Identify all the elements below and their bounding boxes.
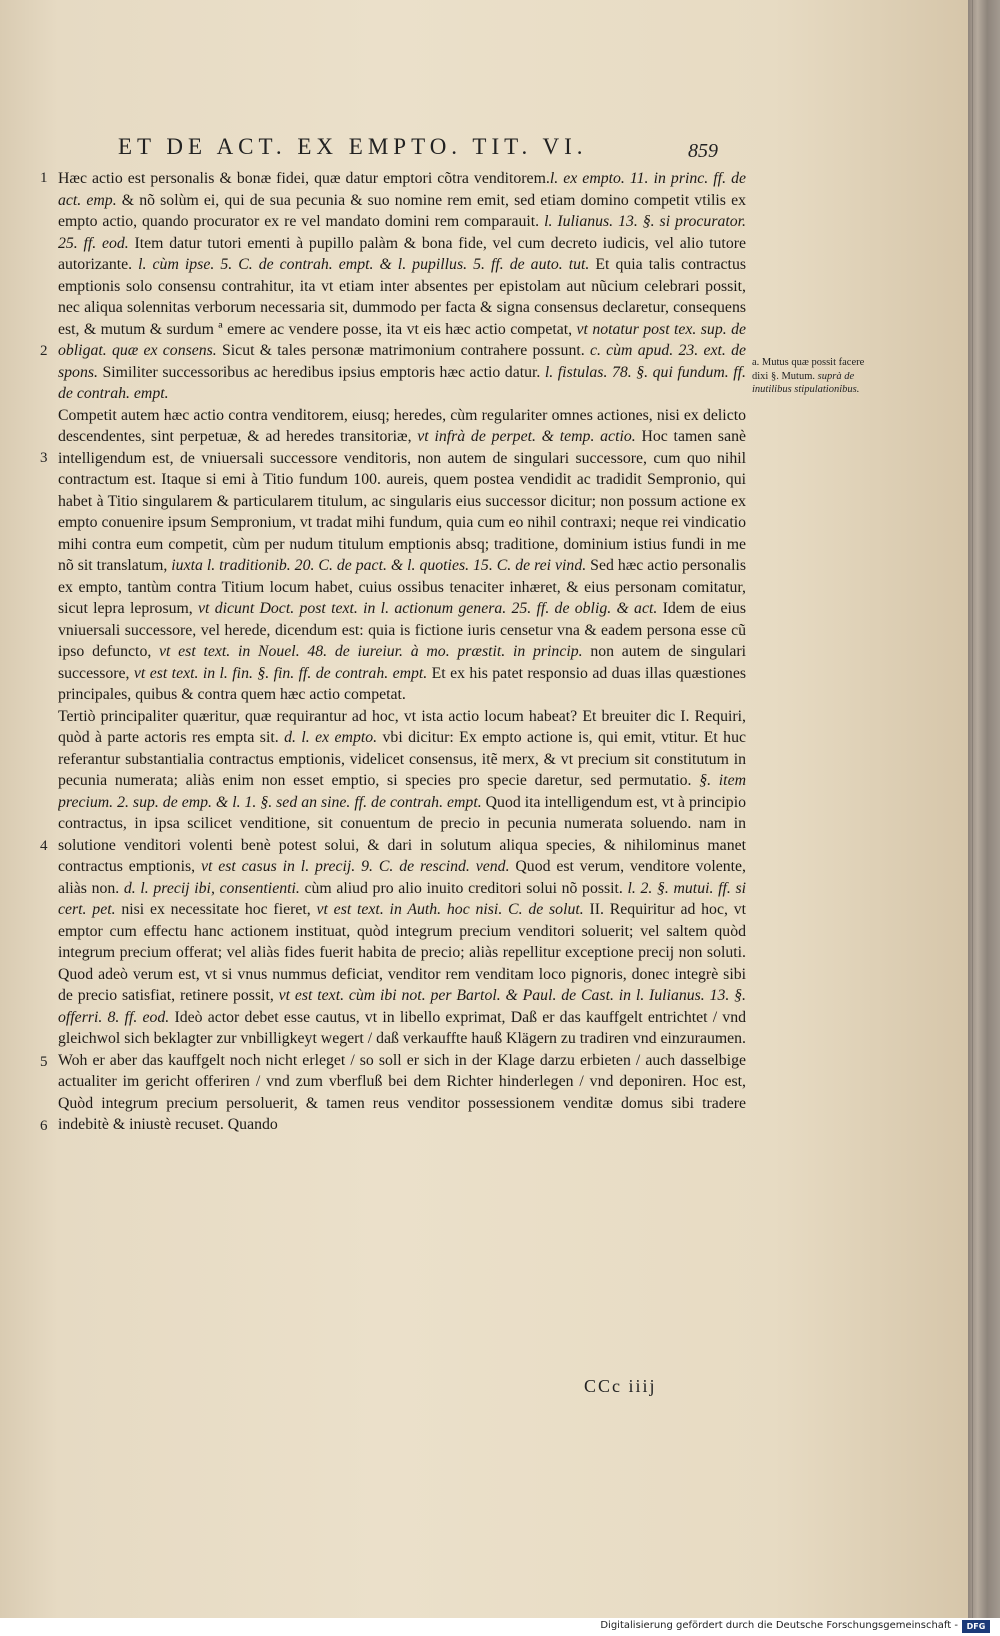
citation: vt est casus in l. precij. 9. C. de rescind. vend. <box>200 858 510 875</box>
citation: vt est text. cùm ibi not. per Bartol. & Paul. de Cast. in l. Iulianus. 13. §. offerri. 8. ff. eod. <box>58 987 746 1026</box>
paragraph <box>58 405 746 706</box>
text-run: cùm aliud pro alio inuito creditori solui nõ possit. <box>299 879 628 897</box>
text-run: Hæc actio est personalis & bonæ fidei, quæ datur emptori cõtra venditorem. <box>58 170 550 187</box>
text-run: Tertiò principaliter quæritur, quæ requirantur ad hoc, vt ista actio locum habeat? Et breuiter dic I. Requiri, quòd à parte actoris res empta sit. <box>58 707 746 746</box>
text-run: vbi dicitur: Ex empto actione is, qui emit, vtitur. Et huc referantur substantialia contractus emptionis, videlicet consensus, itẽ merx, & vt precium sit constitutum in pecunia numerata; aliàs enim non esset emptio, si species pro specie daretur, sed permutatio. <box>58 729 746 789</box>
text-run: Ideò actor debet esse cautus, vt in libello exprimat, Daß er das kauffgelt entrichtet / vnd gleichwol sich beklagter zur vnbilligkeyt wegert / daß verkauffte hauß Klägern zu tradiren vnd einzuraumen. Woh er aber das kauffgelt noch nicht erleget / so soll er sich in der Klage darzu erbieten / auch dasselbige actualiter im gericht offeriren / vnd zum vberfluß bei dem Richter hinderlegen / vnd deponiren. Hoc est, Quòd integrum precium persoluerit, & tamen reus venditor possessionem venditæ domus sibi tradere indebitè & iniustè recuset. Quando <box>58 1008 746 1133</box>
citation: d. l. ex empto. <box>284 729 378 746</box>
citation: vt est text. in Nouel. 48. de iureiur. à mo. præstit. in princip. <box>159 643 583 660</box>
text-run: & nõ solùm ei, qui de sua pecunia & suo nomine rem emit, sed etiam domino competit vtilis ex empto actio, quando procurator ex re vel mandato domini rem comparauit. <box>58 191 746 230</box>
marginal-note-citation: suprà de inutilibus stipulationibus. <box>752 370 860 395</box>
citation: l. 2. §. mutui. ff. si cert. pet. <box>58 879 746 918</box>
line-number: 6 <box>40 1118 48 1134</box>
paragraph <box>58 168 746 405</box>
citation: vt notatur post tex. sup. de obligat. quæ ex consens. <box>58 320 746 359</box>
line-number: 2 <box>40 343 48 359</box>
text-run: Hoc tamen sanè intelligendum est, de vniuersali successore venditoris, non autem de singulari successore, cum quo nihil contractum est. Itaque si emi à Titio fundum 100. aureis, quem postea vendidit ac tradidit Sempronio, qui habet à Titio singularem & particularem titulum, ac singularis eius successor dicitur; non possum actione ex empto conuenire ipsum Sempronium, vt tradat mihi fundum, quia cum eo nihil contraxi; neque rei vindicatio mihi contra eum competit, cùm per nudum titulum emptionis absq; traditione, dominium istius fundi in me nõ sit translatum, <box>58 428 746 574</box>
running-title: ET DE ACT. EX EMPTO. TIT. VI. <box>118 134 588 159</box>
marginal-note-text: a. Mutus quæ possit facere dixi §. Mutum. <box>752 357 865 382</box>
text-run: Et ex his patet responsio ad duas illas quæstiones principales, quibus & contra quem hæc actio competat. <box>58 664 746 703</box>
text-run: Quod est verum, venditore volente, aliàs non. <box>58 858 746 897</box>
funding-notice: Digitalisierung gefördert durch die Deutsche Forschungsgemeinschaft - <box>600 1620 958 1631</box>
dfg-logo-icon: DFG <box>962 1620 990 1633</box>
footer-bar <box>0 1618 1000 1636</box>
text-run: Quod ita intelligendum est, vt à principio contractus, in ipsa scilicet venditione, sit conuentum de precio in pecunia numerata soluendo. nam in solutione venditori volenti benè potest solui, & dari in solutum aliqua species, & nihilominus manet contractus emptionis, <box>58 793 746 875</box>
citation: vt est text. in l. fin. §. fin. ff. de contrah. empt. <box>133 664 428 682</box>
text-run: Idem de eius vniuersali successore, vel herede, dicendum est: quia is fictione iuris censetur vna & eadem persona esse cũ ipso defuncto, <box>58 600 746 660</box>
citation: vt infrà de perpet. & temp. actio. <box>417 428 636 445</box>
text-run: Sed hæc actio personalis ex empto, tantùm contra Titium locum habet, cuius ossibus tenaciter inhæret, & eius personam comitatur, sicut lepra leprosum, <box>58 557 746 617</box>
citation: l. fistulas. 78. §. qui fundum. ff. de contrah. empt. <box>58 363 746 402</box>
citation: vt est text. in Auth. hoc nisi. C. de solut. <box>316 901 584 918</box>
citation: l. cùm ipse. 5. C. de contrah. empt. & l. pupillus. 5. ff. de auto. tut. <box>138 256 590 273</box>
citation: l. Iulianus. 13. §. si procurator. 25. ff. eod. <box>58 213 746 252</box>
text-run: Similiter successoribus ac heredibus ipsius emptoris hæc actio datur. <box>97 363 545 381</box>
text-run: non autem de singulari successore, <box>58 643 746 682</box>
text-run: Et quia talis contractus emptionis solo consensu contrahitur, ita vt etiam inter absentes per epistolam aut nũcium celebrari possit, nec aliqua solennitas verborum necessaria sit, dummodo per facta & signa consensus declaretur, consequens est, & mutum & surdum ª emere ac vendere posse, ita vt eis hæc actio competat, <box>58 256 746 338</box>
citation: c. cùm apud. 23. ext. de spons. <box>58 342 746 381</box>
line-number: 4 <box>40 838 48 854</box>
line-number: 3 <box>40 450 48 466</box>
citation: §. item precium. 2. sup. de emp. & l. 1. §. sed an sine. ff. de contrah. empt. <box>58 772 746 811</box>
line-number: 1 <box>40 170 48 186</box>
citation: d. l. precij ibi, consentienti. <box>123 879 300 897</box>
citation: vt dicunt Doct. post text. in l. actionum genera. 25. ff. de oblig. & act. <box>198 600 658 617</box>
citation: l. ex empto. 11. in princ. ff. de act. emp. <box>58 170 746 209</box>
line-number: 5 <box>40 1054 48 1070</box>
text-run: Item datur tutori ementi à pupillo palàm & bona fide, vel cum decreto iudicis, vel alio tutore autorizante. <box>58 234 746 273</box>
text-run: Sicut & tales personæ matrimonium contrahere possunt. <box>216 342 590 359</box>
folio-number: 859 <box>688 140 718 162</box>
citation: iuxta l. traditionib. 20. C. de pact. & l. quoties. 15. C. de rei vind. <box>171 557 587 574</box>
paragraph <box>58 706 746 1136</box>
text-run: II. Requiritur ad hoc, vt emptor cum effectu hanc actionem instituat, quòd integrum precium venditori soluerit; vel saltem quòd integrum precium offerat; vel aliàs fides fuerit habita de precio; aliàs repellitur exceptione precij non soluti. Quod adeò verum est, vt si vnus nummus deficiat, venditor rem venditam loco pignoris, donec integrè sibi de precio satisfiat, retinere possit, <box>58 901 746 1004</box>
main-text <box>58 168 746 1358</box>
text-run: Competit autem hæc actio contra venditorem, eiusq; heredes, cùm regulariter omnes actiones, nisi ex delicto descendentes, sint perpetuæ, & ad heredes transitoriæ, <box>58 406 746 445</box>
text-run: nisi ex necessitate hoc fieret, <box>115 901 317 918</box>
marginal-note <box>752 356 882 416</box>
signature-mark: CCc iiij <box>584 1376 657 1396</box>
page-edge <box>968 0 1000 1618</box>
